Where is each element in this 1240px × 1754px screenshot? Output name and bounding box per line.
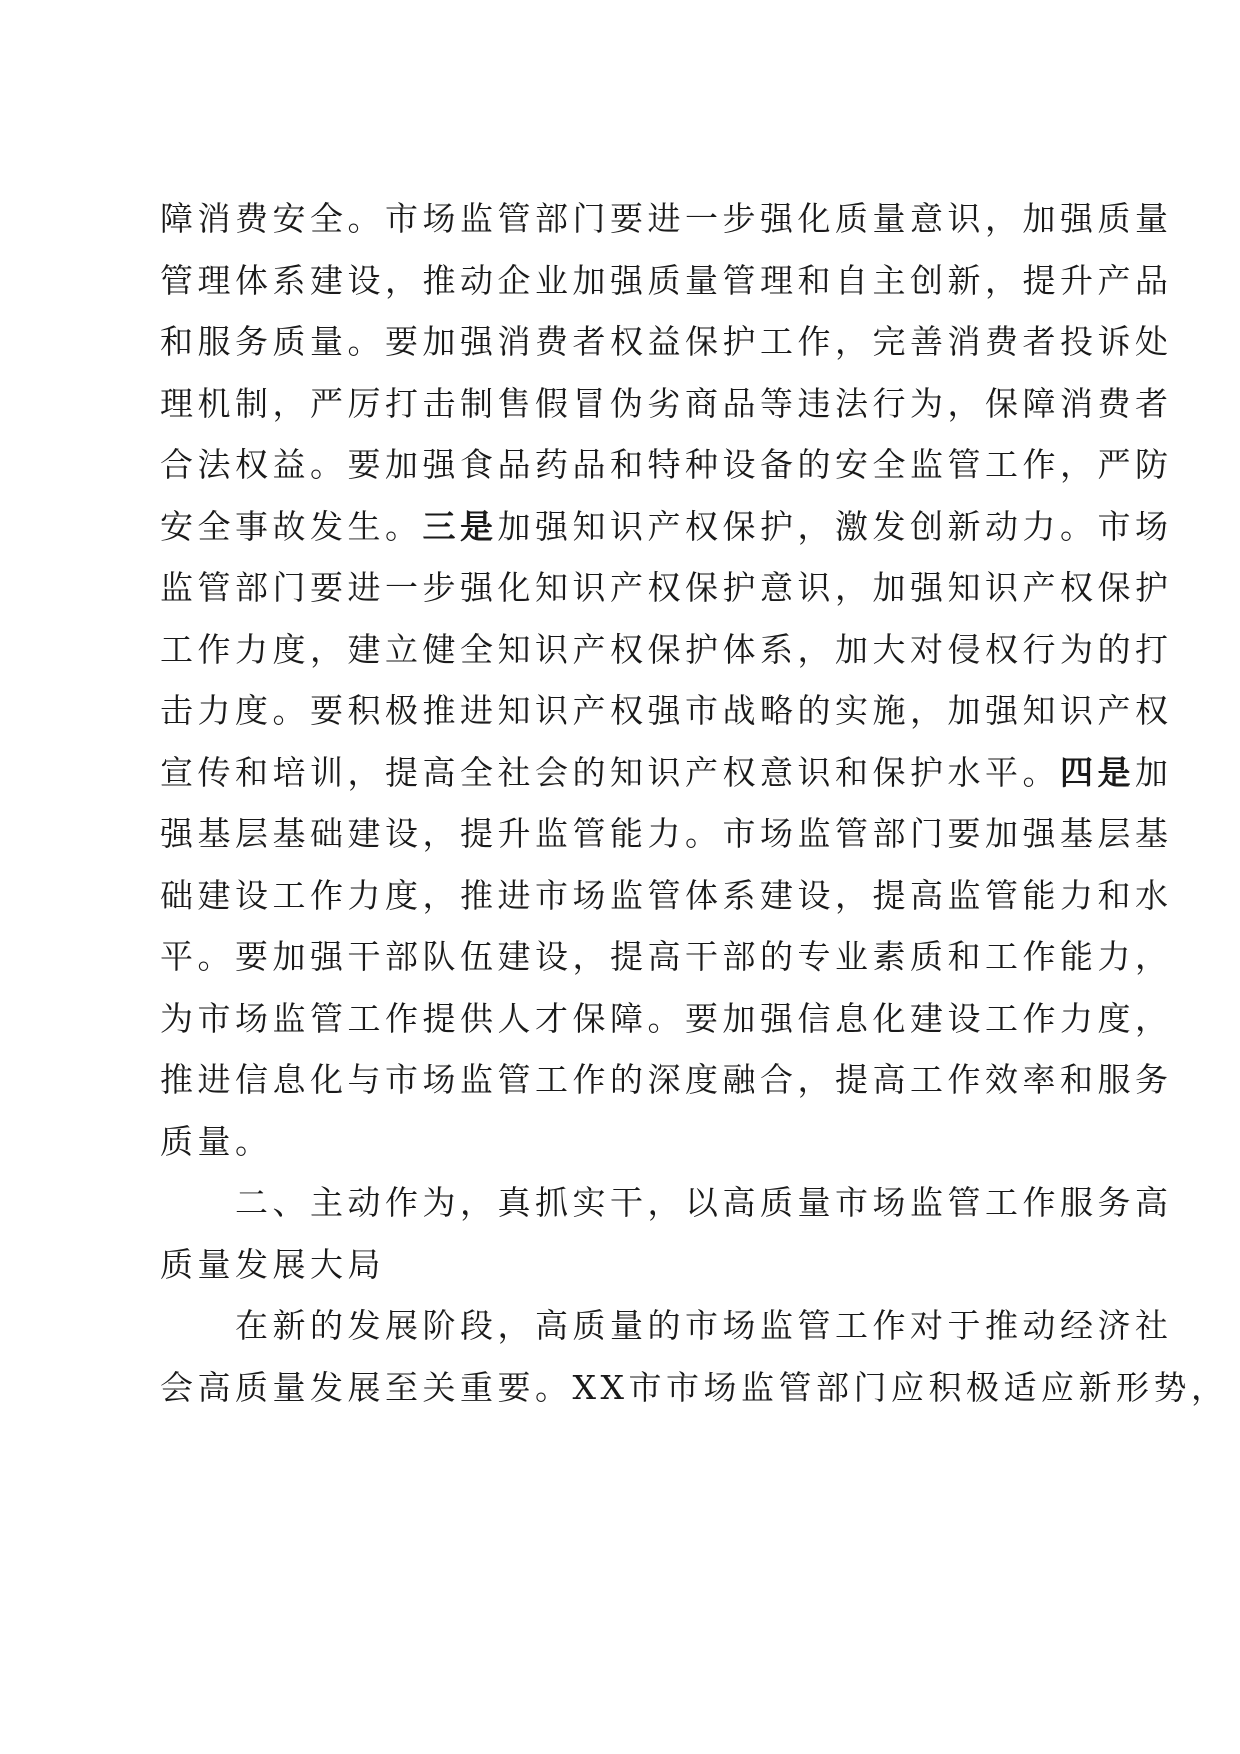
- text-line: 在新的发展阶段，高质量的市场监管工作对于推动经济社: [235, 1306, 1173, 1345]
- text-line: 监管部门要进一步强化知识产权保护意识，加强知识产权保护: [160, 568, 1173, 607]
- text-line: 障消费安全。市场监管部门要进一步强化质量意识，加强质量: [160, 199, 1173, 238]
- text-line: 质量。: [160, 1121, 273, 1161]
- text-line: 工作力度，建立健全知识产权保护体系，加大对侵权行为的打: [160, 629, 1173, 669]
- text-line: 础建设工作力度，推进市场监管体系建设，提高监管能力和水: [160, 875, 1173, 915]
- text-segment: 安全事故发生。: [160, 506, 423, 546]
- text-line: 和服务质量。要加强消费者权益保护工作，完善消费者投诉处: [160, 322, 1173, 361]
- text-line: 平。要加强干部队伍建设，提高干部的专业素质和工作能力，: [160, 937, 1173, 976]
- body-paragraph: [160, 1295, 1229, 1418]
- text-line: 合法权益。要加强食品药品和特种设备的安全监管工作，严防: [160, 445, 1173, 484]
- bold-point-marker: 三是: [422, 506, 498, 546]
- text-segment: 宣传和培训，提高全社会的知识产权意识和保护水平。: [160, 752, 1060, 792]
- text-line: [160, 496, 1173, 558]
- text-line: 理机制，严厉打击制售假冒伪劣商品等违法行为，保障消费者: [160, 383, 1173, 423]
- text-line: 推进信息化与市场监管工作的深度融合，提高工作效率和服务: [160, 1060, 1173, 1099]
- heading-line: 质量发展大局: [160, 1244, 385, 1284]
- text-line: [160, 742, 1173, 804]
- body-paragraph: [160, 188, 1173, 1172]
- text-line: 强基层基础建设，提升监管能力。市场监管部门要加强基层基: [160, 814, 1173, 853]
- text-segment: 加: [1135, 752, 1173, 792]
- text-segment: 加强知识产权保护，激发创新动力。市场: [497, 506, 1173, 546]
- text-line: 击力度。要积极推进知识产权强市战略的实施，加强知识产权: [160, 691, 1173, 730]
- text-line: 管理体系建设，推动企业加强质量管理和自主创新，提升产品: [160, 260, 1173, 300]
- section-heading: [160, 1172, 1173, 1295]
- text-line: 为市场监管工作提供人才保障。要加强信息化建设工作力度，: [160, 998, 1173, 1038]
- heading-line: 二、主动作为，真抓实干，以高质量市场监管工作服务高: [235, 1183, 1173, 1222]
- text-line: 会高质量发展至关重要。XX市市场监管部门应积极适应新形势，: [160, 1367, 1229, 1407]
- bold-point-marker: 四是: [1060, 752, 1135, 792]
- document-page: [160, 188, 1229, 1418]
